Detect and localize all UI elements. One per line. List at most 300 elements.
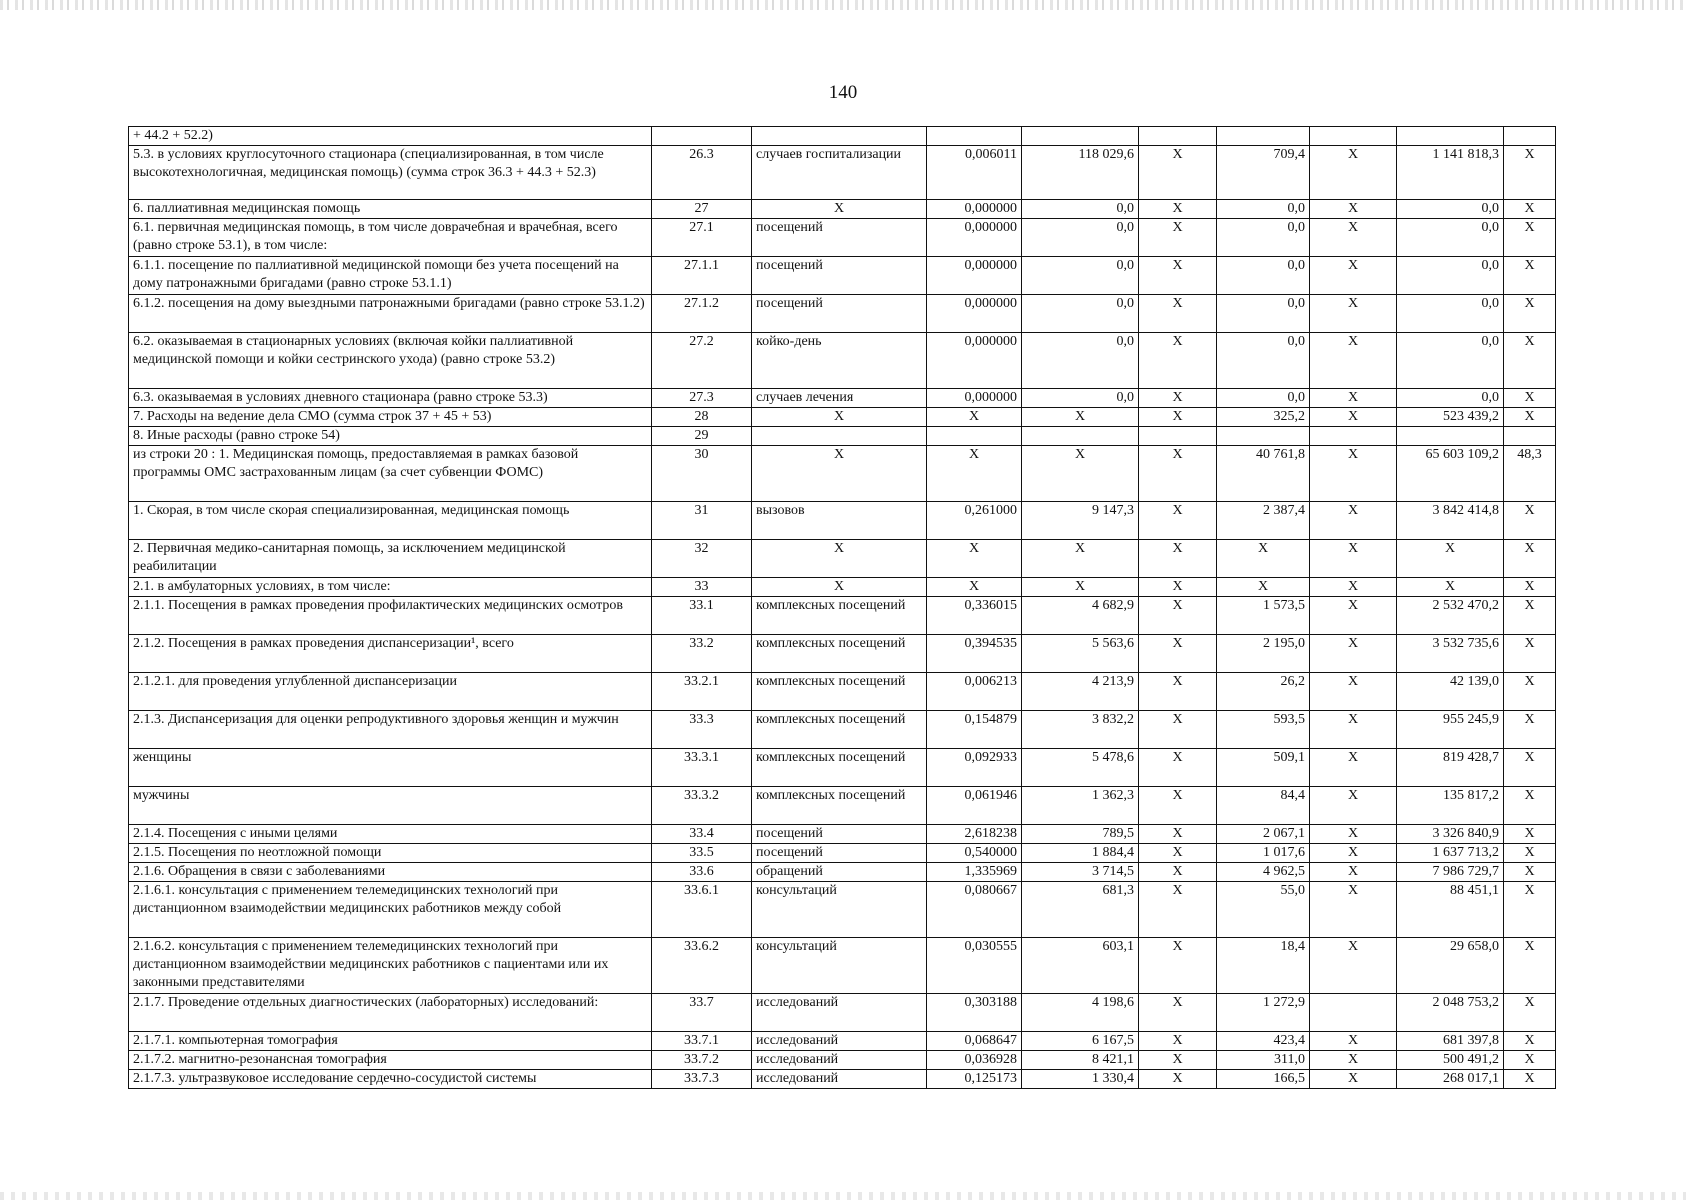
row-cost-cell: X — [1022, 446, 1139, 502]
row-cost-cell: 681,3 — [1022, 882, 1139, 938]
row-per-capita-cell: 4 962,5 — [1217, 863, 1310, 882]
row-unit-cell: исследований — [752, 1032, 927, 1051]
row-total-cell: 2 532 470,2 — [1397, 597, 1504, 635]
scan-top-edge — [0, 0, 1686, 10]
row-unit-cell: комплексных посещений — [752, 597, 927, 635]
row-per-capita-cell: 84,4 — [1217, 787, 1310, 825]
row-code-cell: 27.1 — [652, 219, 752, 257]
row-rate-cell: 0,261000 — [927, 502, 1022, 540]
table-row — [129, 408, 1556, 427]
row-per-capita-cell: 18,4 — [1217, 938, 1310, 994]
row-rate-cell: 0,080667 — [927, 882, 1022, 938]
table-row — [129, 502, 1556, 540]
table-row — [129, 787, 1556, 825]
row-rate-cell: 0,303188 — [927, 994, 1022, 1032]
row-name-cell: 2.1.2. Посещения в рамках проведения диспансеризации¹, всего — [129, 635, 652, 673]
row-col6-cell: X — [1139, 938, 1217, 994]
row-col8-cell: X — [1310, 597, 1397, 635]
row-total-cell: 0,0 — [1397, 389, 1504, 408]
row-col6-cell: X — [1139, 502, 1217, 540]
row-code-cell: 32 — [652, 540, 752, 578]
row-code-cell: 33.7.2 — [652, 1051, 752, 1070]
row-unit-cell: X — [752, 578, 927, 597]
row-total-cell: 268 017,1 — [1397, 1070, 1504, 1089]
row-unit-cell: комплексных посещений — [752, 635, 927, 673]
row-rate-cell: 0,000000 — [927, 295, 1022, 333]
row-per-capita-cell: 1 017,6 — [1217, 844, 1310, 863]
row-unit-cell: исследований — [752, 994, 927, 1032]
row-percent-cell: X — [1504, 597, 1556, 635]
row-col6-cell: X — [1139, 994, 1217, 1032]
table-row — [129, 635, 1556, 673]
row-total-cell: 0,0 — [1397, 200, 1504, 219]
row-unit-cell: X — [752, 446, 927, 502]
row-cost-cell: 3 832,2 — [1022, 711, 1139, 749]
row-per-capita-cell: 2 067,1 — [1217, 825, 1310, 844]
row-code-cell: 33.1 — [652, 597, 752, 635]
row-cost-cell: 4 198,6 — [1022, 994, 1139, 1032]
row-col8-cell: X — [1310, 200, 1397, 219]
row-col8-cell: X — [1310, 1032, 1397, 1051]
row-col8-cell: X — [1310, 540, 1397, 578]
row-total-cell: X — [1397, 578, 1504, 597]
row-col8-cell: X — [1310, 711, 1397, 749]
row-cost-cell: 9 147,3 — [1022, 502, 1139, 540]
row-cost-cell: 1 884,4 — [1022, 844, 1139, 863]
table-row — [129, 333, 1556, 389]
row-rate-cell: X — [927, 446, 1022, 502]
row-unit-cell: X — [752, 408, 927, 427]
row-col6-cell: X — [1139, 749, 1217, 787]
row-col8-cell: X — [1310, 673, 1397, 711]
row-per-capita-cell — [1217, 427, 1310, 446]
row-rate-cell: 0,092933 — [927, 749, 1022, 787]
table-row — [129, 711, 1556, 749]
row-col6-cell: X — [1139, 295, 1217, 333]
row-col6-cell: X — [1139, 711, 1217, 749]
row-name-cell: 2.1.6.2. консультация с применением телемедицинских технологий при дистанционном взаимодействии медицинских работников с пациентами или их законными представителями — [129, 938, 652, 994]
row-per-capita-cell: 0,0 — [1217, 219, 1310, 257]
row-unit-cell — [752, 427, 927, 446]
row-cost-cell: 118 029,6 — [1022, 146, 1139, 200]
row-percent-cell: X — [1504, 825, 1556, 844]
row-col8-cell: X — [1310, 502, 1397, 540]
row-col6-cell: X — [1139, 200, 1217, 219]
row-total-cell — [1397, 127, 1504, 146]
row-col8-cell: X — [1310, 389, 1397, 408]
row-col6-cell: X — [1139, 635, 1217, 673]
row-name-cell: 2.1.6. Обращения в связи с заболеваниями — [129, 863, 652, 882]
row-percent-cell: X — [1504, 502, 1556, 540]
page-number: 140 — [828, 82, 858, 103]
row-total-cell — [1397, 427, 1504, 446]
row-per-capita-cell: 1 272,9 — [1217, 994, 1310, 1032]
row-per-capita-cell: 40 761,8 — [1217, 446, 1310, 502]
row-name-cell: 6.2. оказываемая в стационарных условиях (включая койки паллиативной медицинской помощи и койки сестринского ухода) (равно строке 53.2) — [129, 333, 652, 389]
row-rate-cell: 0,154879 — [927, 711, 1022, 749]
row-code-cell: 33.2 — [652, 635, 752, 673]
row-col6-cell: X — [1139, 863, 1217, 882]
row-per-capita-cell: X — [1217, 540, 1310, 578]
row-name-cell: 5.3. в условиях круглосуточного стационара (специализированная, в том числе высокотехнологичная, медицинская помощь) (сумма строк 36.3 + 44.3 + 52.3) — [129, 146, 652, 200]
row-per-capita-cell: 0,0 — [1217, 389, 1310, 408]
row-rate-cell: 0,000000 — [927, 333, 1022, 389]
row-code-cell: 33.3.2 — [652, 787, 752, 825]
row-total-cell: 0,0 — [1397, 257, 1504, 295]
row-col6-cell: X — [1139, 844, 1217, 863]
row-col8-cell: X — [1310, 749, 1397, 787]
row-per-capita-cell: 2 195,0 — [1217, 635, 1310, 673]
row-per-capita-cell: 423,4 — [1217, 1032, 1310, 1051]
row-name-cell: 2.1.2.1. для проведения углубленной диспансеризации — [129, 673, 652, 711]
row-cost-cell: X — [1022, 540, 1139, 578]
row-name-cell: 2. Первичная медико-санитарная помощь, за исключением медицинской реабилитации — [129, 540, 652, 578]
row-col8-cell: X — [1310, 295, 1397, 333]
row-total-cell: 135 817,2 — [1397, 787, 1504, 825]
row-unit-cell: койко-день — [752, 333, 927, 389]
row-percent-cell: X — [1504, 635, 1556, 673]
row-percent-cell: X — [1504, 994, 1556, 1032]
row-per-capita-cell: 0,0 — [1217, 333, 1310, 389]
row-col6-cell: X — [1139, 333, 1217, 389]
row-col8-cell: X — [1310, 825, 1397, 844]
row-cost-cell — [1022, 127, 1139, 146]
row-cost-cell: X — [1022, 408, 1139, 427]
row-percent-cell: X — [1504, 711, 1556, 749]
row-col8-cell — [1310, 427, 1397, 446]
row-unit-cell: посещений — [752, 295, 927, 333]
row-cost-cell: 0,0 — [1022, 257, 1139, 295]
row-col6-cell: X — [1139, 1032, 1217, 1051]
row-percent-cell: X — [1504, 787, 1556, 825]
row-col8-cell: X — [1310, 1070, 1397, 1089]
row-col6-cell: X — [1139, 219, 1217, 257]
row-code-cell: 27.1.1 — [652, 257, 752, 295]
row-cost-cell: 4 213,9 — [1022, 673, 1139, 711]
row-unit-cell: посещений — [752, 257, 927, 295]
row-code-cell: 33.6.1 — [652, 882, 752, 938]
row-code-cell: 33.6 — [652, 863, 752, 882]
table-row — [129, 295, 1556, 333]
table-row — [129, 597, 1556, 635]
row-per-capita-cell: 593,5 — [1217, 711, 1310, 749]
row-col6-cell: X — [1139, 146, 1217, 200]
row-code-cell: 27.3 — [652, 389, 752, 408]
row-col6-cell: X — [1139, 408, 1217, 427]
row-unit-cell — [752, 127, 927, 146]
row-unit-cell: посещений — [752, 844, 927, 863]
row-unit-cell: исследований — [752, 1051, 927, 1070]
row-total-cell: 65 603 109,2 — [1397, 446, 1504, 502]
row-per-capita-cell: 26,2 — [1217, 673, 1310, 711]
row-percent-cell: X — [1504, 749, 1556, 787]
row-per-capita-cell: 55,0 — [1217, 882, 1310, 938]
row-code-cell: 27.1.2 — [652, 295, 752, 333]
row-code-cell: 33.3.1 — [652, 749, 752, 787]
row-rate-cell — [927, 127, 1022, 146]
row-unit-cell: комплексных посещений — [752, 673, 927, 711]
row-name-cell: 7. Расходы на ведение дела СМО (сумма строк 37 + 45 + 53) — [129, 408, 652, 427]
row-percent-cell: X — [1504, 844, 1556, 863]
row-total-cell: 42 139,0 — [1397, 673, 1504, 711]
row-col6-cell: X — [1139, 446, 1217, 502]
row-percent-cell: X — [1504, 1032, 1556, 1051]
row-rate-cell: 0,336015 — [927, 597, 1022, 635]
row-total-cell: 7 986 729,7 — [1397, 863, 1504, 882]
row-unit-cell: исследований — [752, 1070, 927, 1089]
row-total-cell: 681 397,8 — [1397, 1032, 1504, 1051]
row-percent-cell: X — [1504, 540, 1556, 578]
row-unit-cell: X — [752, 200, 927, 219]
row-rate-cell: 2,618238 — [927, 825, 1022, 844]
row-name-cell: 8. Иные расходы (равно строке 54) — [129, 427, 652, 446]
row-code-cell: 33.7.3 — [652, 1070, 752, 1089]
table-row — [129, 825, 1556, 844]
row-col8-cell: X — [1310, 1051, 1397, 1070]
row-code-cell: 31 — [652, 502, 752, 540]
row-unit-cell: комплексных посещений — [752, 787, 927, 825]
row-name-cell: 2.1.7.2. магнитно-резонансная томография — [129, 1051, 652, 1070]
row-total-cell: 1 637 713,2 — [1397, 844, 1504, 863]
row-name-cell: 1. Скорая, в том числе скорая специализированная, медицинская помощь — [129, 502, 652, 540]
row-percent-cell: 48,3 — [1504, 446, 1556, 502]
row-name-cell: 2.1.6.1. консультация с применением телемедицинских технологий при дистанционном взаимодействии медицинских работников между собой — [129, 882, 652, 938]
row-col8-cell: X — [1310, 408, 1397, 427]
row-col8-cell: X — [1310, 635, 1397, 673]
row-col6-cell: X — [1139, 540, 1217, 578]
row-col8-cell — [1310, 994, 1397, 1032]
row-col6-cell — [1139, 127, 1217, 146]
row-code-cell: 30 — [652, 446, 752, 502]
row-unit-cell: комплексных посещений — [752, 711, 927, 749]
row-cost-cell: 1 330,4 — [1022, 1070, 1139, 1089]
row-rate-cell: 0,030555 — [927, 938, 1022, 994]
row-cost-cell: 8 421,1 — [1022, 1051, 1139, 1070]
row-col8-cell: X — [1310, 578, 1397, 597]
row-cost-cell: 5 478,6 — [1022, 749, 1139, 787]
row-col6-cell: X — [1139, 673, 1217, 711]
row-name-cell: 2.1.5. Посещения по неотложной помощи — [129, 844, 652, 863]
row-rate-cell: 0,006011 — [927, 146, 1022, 200]
row-per-capita-cell: 509,1 — [1217, 749, 1310, 787]
row-percent-cell: X — [1504, 295, 1556, 333]
row-code-cell: 33.7.1 — [652, 1032, 752, 1051]
table-row — [129, 427, 1556, 446]
table-row — [129, 938, 1556, 994]
row-name-cell: 6.1.2. посещения на дому выездными патронажными бригадами (равно строке 53.1.2) — [129, 295, 652, 333]
row-total-cell: 500 491,2 — [1397, 1051, 1504, 1070]
row-per-capita-cell — [1217, 127, 1310, 146]
row-col6-cell: X — [1139, 578, 1217, 597]
row-rate-cell: 0,000000 — [927, 200, 1022, 219]
row-per-capita-cell: 325,2 — [1217, 408, 1310, 427]
table-row — [129, 673, 1556, 711]
row-code-cell: 33 — [652, 578, 752, 597]
row-unit-cell: посещений — [752, 825, 927, 844]
row-code-cell: 33.6.2 — [652, 938, 752, 994]
row-cost-cell — [1022, 427, 1139, 446]
row-name-cell: 6.1. первичная медицинская помощь, в том числе доврачебная и врачебная, всего (равно строке 53.1), в том числе: — [129, 219, 652, 257]
row-cost-cell: 603,1 — [1022, 938, 1139, 994]
row-total-cell: 3 326 840,9 — [1397, 825, 1504, 844]
row-total-cell: 88 451,1 — [1397, 882, 1504, 938]
row-rate-cell: 0,068647 — [927, 1032, 1022, 1051]
row-name-cell: 2.1.3. Диспансеризация для оценки репродуктивного здоровья женщин и мужчин — [129, 711, 652, 749]
row-percent-cell: X — [1504, 333, 1556, 389]
table-row — [129, 1032, 1556, 1051]
row-cost-cell: 0,0 — [1022, 333, 1139, 389]
row-col8-cell: X — [1310, 219, 1397, 257]
row-rate-cell: 0,394535 — [927, 635, 1022, 673]
row-col8-cell: X — [1310, 257, 1397, 295]
row-name-cell: 2.1.7. Проведение отдельных диагностических (лабораторных) исследований: — [129, 994, 652, 1032]
row-unit-cell: X — [752, 540, 927, 578]
table-row — [129, 257, 1556, 295]
row-rate-cell: 0,000000 — [927, 219, 1022, 257]
row-per-capita-cell: 0,0 — [1217, 200, 1310, 219]
row-code-cell: 33.5 — [652, 844, 752, 863]
row-col8-cell: X — [1310, 863, 1397, 882]
row-col6-cell: X — [1139, 257, 1217, 295]
row-col8-cell: X — [1310, 844, 1397, 863]
row-cost-cell: 5 563,6 — [1022, 635, 1139, 673]
row-col8-cell — [1310, 127, 1397, 146]
row-percent-cell: X — [1504, 146, 1556, 200]
row-unit-cell: посещений — [752, 219, 927, 257]
row-unit-cell: случаев лечения — [752, 389, 927, 408]
table-row — [129, 219, 1556, 257]
table-row — [129, 127, 1556, 146]
row-percent-cell: X — [1504, 200, 1556, 219]
row-cost-cell: 0,0 — [1022, 219, 1139, 257]
table-row — [129, 994, 1556, 1032]
row-col6-cell: X — [1139, 825, 1217, 844]
row-rate-cell: 1,335969 — [927, 863, 1022, 882]
row-percent-cell: X — [1504, 408, 1556, 427]
row-percent-cell: X — [1504, 673, 1556, 711]
row-cost-cell: 3 714,5 — [1022, 863, 1139, 882]
row-code-cell: 27 — [652, 200, 752, 219]
row-per-capita-cell: X — [1217, 578, 1310, 597]
row-unit-cell: вызовов — [752, 502, 927, 540]
row-rate-cell: 0,061946 — [927, 787, 1022, 825]
row-col8-cell: X — [1310, 787, 1397, 825]
row-col6-cell — [1139, 427, 1217, 446]
row-per-capita-cell: 311,0 — [1217, 1051, 1310, 1070]
row-code-cell: 33.3 — [652, 711, 752, 749]
row-name-cell: мужчины — [129, 787, 652, 825]
table-row — [129, 389, 1556, 408]
row-percent-cell — [1504, 127, 1556, 146]
row-percent-cell: X — [1504, 257, 1556, 295]
row-total-cell: 523 439,2 — [1397, 408, 1504, 427]
row-per-capita-cell: 166,5 — [1217, 1070, 1310, 1089]
row-per-capita-cell: 709,4 — [1217, 146, 1310, 200]
row-rate-cell: 0,540000 — [927, 844, 1022, 863]
row-total-cell: 0,0 — [1397, 219, 1504, 257]
row-percent-cell: X — [1504, 938, 1556, 994]
row-name-cell: 2.1.4. Посещения с иными целями — [129, 825, 652, 844]
row-cost-cell: 0,0 — [1022, 295, 1139, 333]
row-rate-cell: 0,000000 — [927, 389, 1022, 408]
row-col6-cell: X — [1139, 597, 1217, 635]
row-unit-cell: комплексных посещений — [752, 749, 927, 787]
row-percent-cell: X — [1504, 1070, 1556, 1089]
table-row — [129, 146, 1556, 200]
row-percent-cell: X — [1504, 219, 1556, 257]
row-rate-cell: X — [927, 578, 1022, 597]
row-col6-cell: X — [1139, 1070, 1217, 1089]
row-name-cell: 2.1. в амбулаторных условиях, в том числе: — [129, 578, 652, 597]
row-cost-cell: 1 362,3 — [1022, 787, 1139, 825]
row-name-cell: 2.1.7.1. компьютерная томография — [129, 1032, 652, 1051]
row-cost-cell: 789,5 — [1022, 825, 1139, 844]
row-cost-cell: 6 167,5 — [1022, 1032, 1139, 1051]
row-unit-cell: консультаций — [752, 882, 927, 938]
row-col8-cell: X — [1310, 938, 1397, 994]
table-row — [129, 1070, 1556, 1089]
row-rate-cell: 0,036928 — [927, 1051, 1022, 1070]
row-total-cell: 0,0 — [1397, 295, 1504, 333]
row-col6-cell: X — [1139, 1051, 1217, 1070]
row-name-cell: 2.1.7.3. ультразвуковое исследование сердечно-сосудистой системы — [129, 1070, 652, 1089]
row-per-capita-cell: 0,0 — [1217, 295, 1310, 333]
row-total-cell: 1 141 818,3 — [1397, 146, 1504, 200]
row-total-cell: 819 428,7 — [1397, 749, 1504, 787]
row-code-cell: 29 — [652, 427, 752, 446]
row-code-cell: 28 — [652, 408, 752, 427]
row-rate-cell: 0,006213 — [927, 673, 1022, 711]
row-total-cell: 3 842 414,8 — [1397, 502, 1504, 540]
row-code-cell: 33.4 — [652, 825, 752, 844]
table-row — [129, 749, 1556, 787]
row-total-cell: X — [1397, 540, 1504, 578]
table-row — [129, 863, 1556, 882]
table-row — [129, 540, 1556, 578]
row-col6-cell: X — [1139, 787, 1217, 825]
row-cost-cell: 4 682,9 — [1022, 597, 1139, 635]
row-name-cell: + 44.2 + 52.2) — [129, 127, 652, 146]
row-unit-cell: консультаций — [752, 938, 927, 994]
row-code-cell: 26.3 — [652, 146, 752, 200]
table-row — [129, 844, 1556, 863]
row-percent-cell: X — [1504, 1051, 1556, 1070]
table-row — [129, 882, 1556, 938]
row-col8-cell: X — [1310, 882, 1397, 938]
row-name-cell: 2.1.1. Посещения в рамках проведения профилактических медицинских осмотров — [129, 597, 652, 635]
row-percent-cell: X — [1504, 863, 1556, 882]
row-cost-cell: X — [1022, 578, 1139, 597]
row-col8-cell: X — [1310, 333, 1397, 389]
table-row — [129, 446, 1556, 502]
row-per-capita-cell: 1 573,5 — [1217, 597, 1310, 635]
row-unit-cell: случаев госпитализации — [752, 146, 927, 200]
row-total-cell: 0,0 — [1397, 333, 1504, 389]
row-percent-cell — [1504, 427, 1556, 446]
table-body — [129, 127, 1556, 1089]
row-name-cell: 6.1.1. посещение по паллиативной медицинской помощи без учета посещений на дому патронажными бригадами (равно строке 53.1.1) — [129, 257, 652, 295]
row-per-capita-cell: 2 387,4 — [1217, 502, 1310, 540]
row-code-cell — [652, 127, 752, 146]
row-rate-cell: X — [927, 540, 1022, 578]
row-col8-cell: X — [1310, 446, 1397, 502]
row-rate-cell: 0,000000 — [927, 257, 1022, 295]
row-col6-cell: X — [1139, 389, 1217, 408]
row-percent-cell: X — [1504, 389, 1556, 408]
row-total-cell: 2 048 753,2 — [1397, 994, 1504, 1032]
row-name-cell: 6. паллиативная медицинская помощь — [129, 200, 652, 219]
row-col8-cell: X — [1310, 146, 1397, 200]
